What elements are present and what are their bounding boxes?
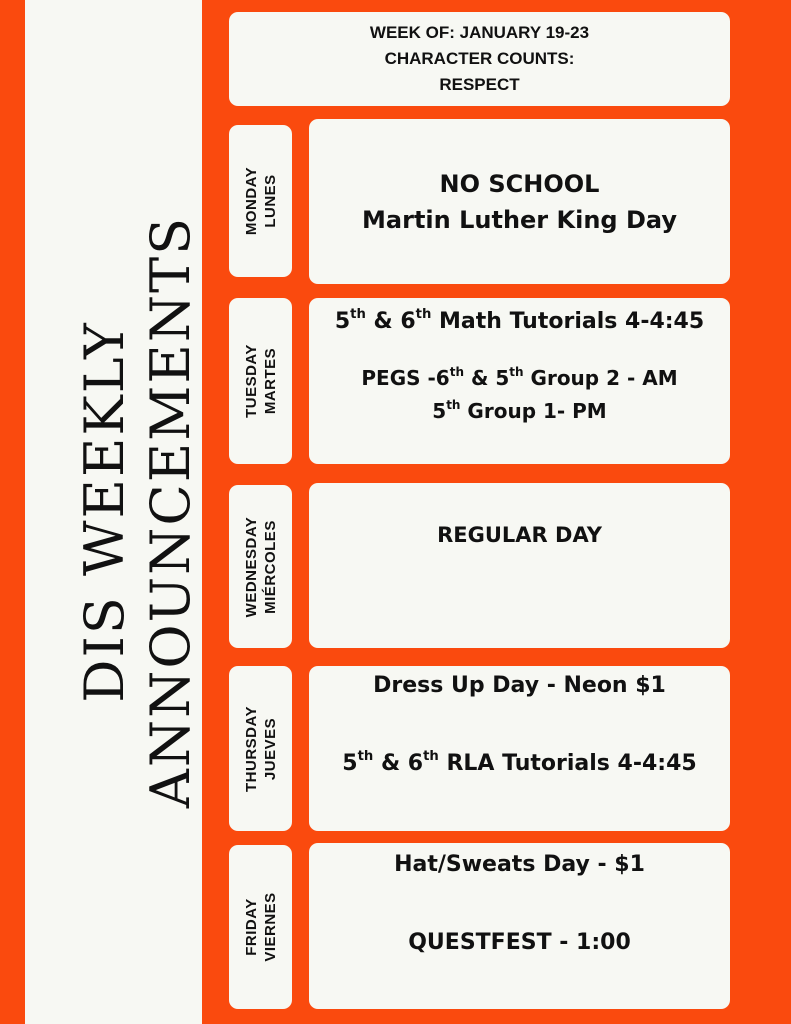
day-content-thursday	[309, 666, 730, 831]
day-label-thursday-en: THURSDAY	[242, 705, 260, 792]
day-label-thursday-es: JUEVES	[261, 717, 279, 780]
page-title-line1: DIS WEEKLY	[73, 321, 136, 703]
tuesday-group1: 5th Group 1- PM	[432, 398, 607, 423]
friday-line1: Hat/Sweats Day - $1	[394, 852, 645, 877]
day-label-tuesday-es: MARTES	[261, 347, 279, 415]
tuesday-pegs: PEGS -6th & 5th Group 2 - AM	[361, 365, 678, 390]
day-content-tuesday	[309, 298, 730, 464]
page-title-line2: ANNOUNCEMENTS	[139, 215, 202, 809]
monday-line1: NO SCHOOL	[439, 169, 600, 198]
wednesday-line1: REGULAR DAY	[437, 523, 602, 547]
day-label-tuesday-en: TUESDAY	[242, 344, 260, 418]
day-label-monday	[229, 125, 292, 277]
day-content-monday	[309, 119, 730, 284]
thursday-rla-tutorials: 5th & 6th RLA Tutorials 4-4:45	[342, 749, 697, 776]
day-label-monday-en: MONDAY	[242, 166, 260, 236]
week-of-text: WEEK OF: JANUARY 19-23	[369, 23, 590, 42]
friday-line2: QUESTFEST - 1:00	[408, 930, 631, 955]
day-label-friday	[229, 845, 292, 1009]
day-content-wednesday	[309, 483, 730, 648]
side-title-panel	[25, 0, 202, 1024]
day-content-friday	[309, 843, 730, 1009]
character-trait-text: RESPECT	[439, 75, 520, 94]
day-label-friday-en: FRIDAY	[242, 898, 260, 956]
thursday-line1: Dress Up Day - Neon $1	[373, 673, 666, 698]
day-label-friday-es: VIERNES	[261, 892, 279, 962]
day-label-wednesday	[229, 485, 292, 648]
day-label-wednesday-en: WEDNESDAY	[242, 516, 260, 617]
day-label-thursday	[229, 666, 292, 831]
day-label-wednesday-es: MIÉRCOLES	[261, 519, 279, 614]
character-counts-text: CHARACTER COUNTS:	[384, 49, 575, 68]
tuesday-math-tutorials: 5th & 6th Math Tutorials 4-4:45	[334, 307, 705, 334]
day-label-monday-es: LUNES	[261, 174, 279, 228]
day-label-tuesday	[229, 298, 292, 464]
week-info-box	[229, 12, 730, 106]
monday-line2: Martin Luther King Day	[362, 205, 677, 234]
page-title	[72, 216, 204, 808]
